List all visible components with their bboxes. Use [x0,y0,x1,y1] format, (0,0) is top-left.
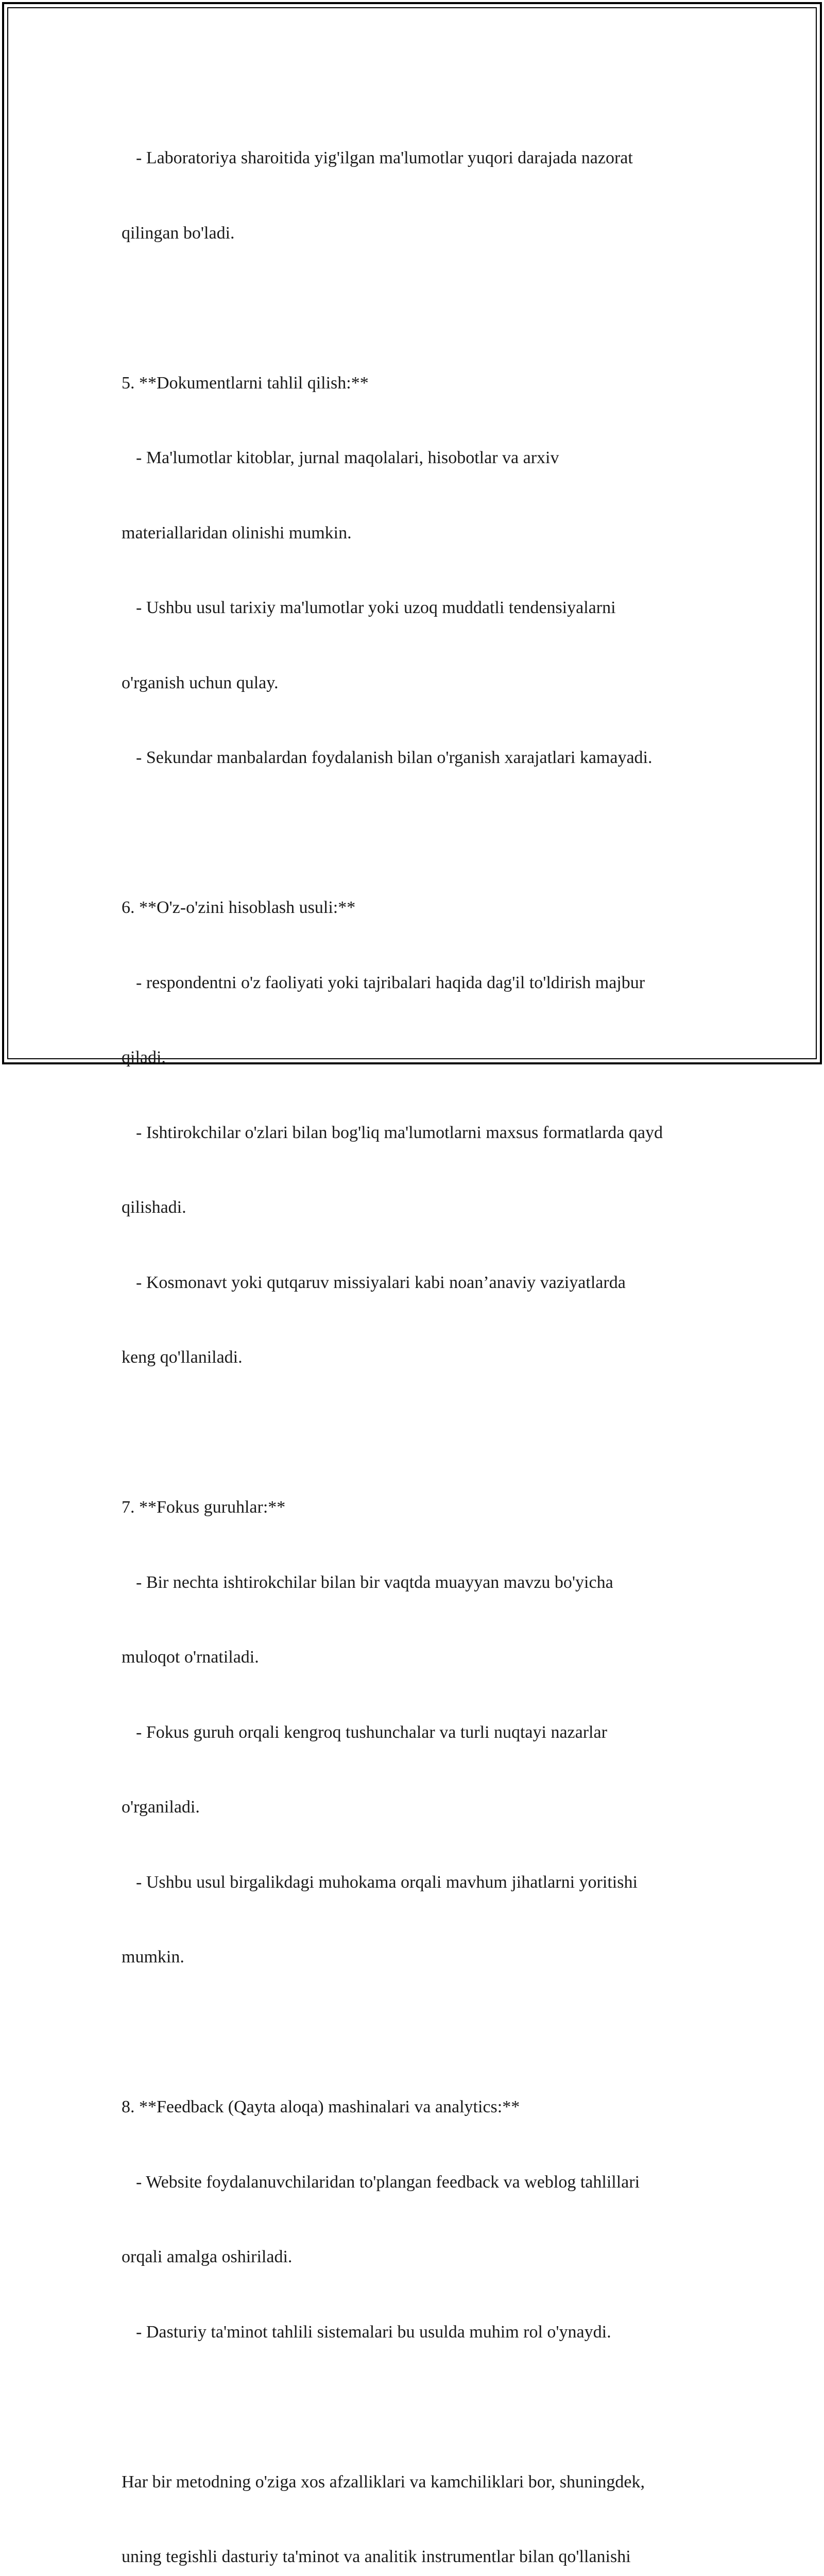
text-line: - Ushbu usul birgalikdagi muhokama orqali mavhum jihatlarni yoritishi [136,1872,638,1892]
text-line: o'rganish uchun qulay. [122,673,279,692]
text-line: qilingan bo'ladi. [122,223,235,243]
text-line: - Laboratoriya sharoitida yig'ilgan ma'lumotlar yuqori darajada nazorat [136,148,633,167]
text-line: qiladi. [122,1048,166,1067]
text-line: - Kosmonavt yoki qutqaruv missiyalari kabi noan’anaviy vaziyatlarda [136,1273,626,1292]
blank-line [122,821,719,846]
document-body [122,96,719,2576]
blank-line [122,296,719,321]
blank-line [122,2020,719,2045]
text-line: orqali amalga oshiriladi. [122,2247,293,2266]
text-line: mumkin. [122,1947,184,1967]
text-line: - Dasturiy ta'minot tahlili sistemalari bu usulda muhim rol o'ynaydi. [136,2322,611,2342]
text-line: - Fokus guruh orqali kengroq tushunchalar va turli nuqtayi nazarlar [136,1722,607,1742]
section-heading: 5. **Dokumentlarni tahlil qilish:** [122,373,369,393]
text-line: uning tegishli dasturiy ta'minot va analitik instrumentlar bilan qo'llanishi [122,2547,631,2566]
section-heading: 8. **Feedback (Qayta aloqa) mashinalari va analytics:** [122,2097,520,2116]
text-line: o'rganiladi. [122,1798,200,1817]
text-line: - respondentni o'z faoliyati yoki tajribalari haqida dag'il to'ldirish majbur [136,973,645,992]
blank-line [122,1420,719,1446]
text-line: muloqot o'rnatiladi. [122,1648,259,1667]
text-line: - Bir nechta ishtirokchilar bilan bir vaqtda muayyan mavzu bo'yicha [136,1572,613,1592]
text-line: - Ma'lumotlar kitoblar, jurnal maqolalari, hisobotlar va arxiv [136,448,559,467]
text-line: materiallaridan olinishi mumkin. [122,523,352,543]
text-line: - Ishtirokchilar o'zlari bilan bog'liq ma'lumotlarni maxsus formatlarda qayd [136,1123,663,1142]
text-line: - Website foydalanuvchilaridan to'plangan feedback va weblog tahlillari [136,2172,640,2192]
text-line: qilishadi. [122,1198,186,1217]
text-line: Har bir metodning o'ziga xos afzalliklari va kamchiliklari bor, shuningdek, [122,2472,645,2492]
text-line: keng qo'llaniladi. [122,1348,243,1367]
text-line: - Sekundar manbalardan foydalanish bilan o'rganish xarajatlari kamayadi. [136,748,653,767]
section-heading: 7. **Fokus guruhlar:** [122,1498,286,1517]
section-heading: 6. **O'z-o'zini hisoblash usuli:** [122,898,356,917]
text-line: - Ushbu usul tarixiy ma'lumotlar yoki uzoq muddatli tendensiyalarni [136,598,616,617]
blank-line [122,2395,719,2420]
